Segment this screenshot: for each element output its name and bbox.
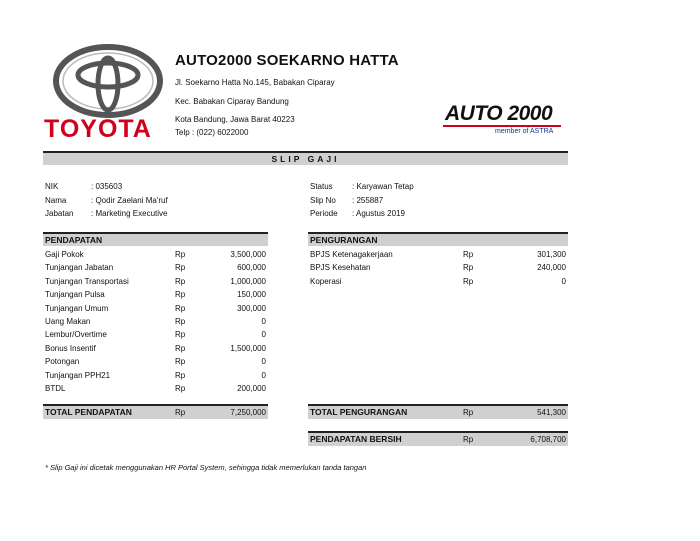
- auto2000-underline: [443, 125, 561, 127]
- deduction-total-band: [308, 406, 568, 419]
- deduction-amount: 240,000: [537, 263, 566, 273]
- income-amount: 300,000: [237, 303, 266, 313]
- income-label: Tunjangan Jabatan: [45, 263, 114, 273]
- slip-no-label: Slip No: [310, 196, 336, 205]
- income-amount: 0: [261, 370, 266, 380]
- income-amount: 3,500,000: [230, 250, 266, 259]
- deduction-label: BPJS Ketenagakerjaan: [310, 250, 393, 259]
- table-row: [310, 250, 568, 263]
- status-value: : Karyawan Tetap: [352, 182, 414, 191]
- nik-value: : 035603: [91, 182, 123, 191]
- income-rp: Rp: [175, 263, 186, 273]
- income-amount: 0: [261, 330, 266, 340]
- income-total-band: [43, 406, 268, 419]
- table-row: [310, 263, 568, 276]
- periode-label: Periode: [310, 209, 338, 218]
- table-row: [45, 371, 268, 384]
- table-row: [310, 277, 568, 290]
- income-label: Tunjangan Transportasi: [45, 276, 129, 286]
- income-header: [43, 234, 268, 246]
- table-row: [45, 357, 268, 370]
- deduction-label: BPJS Kesehatan: [310, 263, 371, 273]
- deduction-total-amount: 541,300: [537, 408, 566, 417]
- income-rp: Rp: [175, 316, 186, 326]
- company-name: AUTO2000 SOEKARNO HATTA: [175, 52, 399, 69]
- income-label: Tunjangan PPH21: [45, 370, 111, 380]
- net-band: [308, 433, 568, 446]
- income-rp: Rp: [175, 383, 186, 393]
- income-label: Tunjangan Umum: [45, 303, 109, 313]
- company-phone: Telp : (022) 6022000: [175, 128, 249, 137]
- income-label: Tunjangan Pulsa: [45, 290, 105, 300]
- income-label: Bonus Insentif: [45, 343, 96, 353]
- table-row: [45, 330, 268, 343]
- income-total-label: TOTAL PENDAPATAN: [45, 407, 132, 417]
- jabatan-label: Jabatan: [45, 209, 74, 218]
- income-rows: [45, 250, 268, 397]
- income-amount: 0: [261, 357, 266, 367]
- table-row: [45, 277, 268, 290]
- footnote: * Slip Gaji ini dicetak menggunakan HR Portal System, sehingga tidak memerlukan tanda tangan: [45, 463, 367, 472]
- net-rp: Rp: [463, 435, 474, 444]
- company-address-line-2: Kec. Babakan Ciparay Bandung: [175, 97, 289, 106]
- deduction-label: Koperasi: [310, 276, 342, 286]
- table-row: [45, 290, 268, 303]
- table-row: [45, 344, 268, 357]
- astra-tagline: member of ASTRA: [495, 128, 554, 135]
- deduction-rows: [310, 250, 568, 290]
- table-row: [45, 250, 268, 263]
- income-total-rp: Rp: [175, 408, 186, 417]
- income-label: Uang Makan: [45, 316, 91, 326]
- income-label: Lembur/Overtime: [45, 330, 107, 340]
- income-label: BTDL: [45, 383, 66, 393]
- company-address-line-1: Jl. Soekarno Hatta No.145, Babakan Ciparay: [175, 78, 335, 87]
- deduction-rp: Rp: [463, 263, 474, 273]
- deduction-amount: 0: [561, 276, 566, 286]
- toyota-emblem-icon: [53, 44, 163, 118]
- periode-value: : Agustus 2019: [352, 209, 405, 218]
- jabatan-value: : Marketing Executive: [91, 209, 168, 218]
- table-row: [45, 384, 268, 397]
- table-row: [45, 317, 268, 330]
- toyota-wordmark: TOYOTA: [44, 115, 152, 143]
- deduction-header-label: PENGURANGAN: [310, 235, 378, 245]
- income-amount: 600,000: [237, 263, 266, 273]
- income-total-amount: 7,250,000: [230, 408, 266, 417]
- toyota-logo: [44, 44, 176, 143]
- auto2000-wordmark: AUTO 2000: [445, 102, 553, 125]
- net-label: PENDAPATAN BERSIH: [310, 434, 402, 444]
- income-amount: 150,000: [237, 290, 266, 300]
- nama-value: : Qodir Zaelani Ma'ruf: [91, 196, 168, 205]
- net-amount: 6,708,700: [530, 435, 566, 444]
- income-rp: Rp: [175, 250, 186, 259]
- status-label: Status: [310, 182, 333, 191]
- table-row: [45, 263, 268, 276]
- deduction-total-label: TOTAL PENGURANGAN: [310, 407, 408, 417]
- auto2000-logo: [443, 102, 568, 138]
- deduction-rp: Rp: [463, 276, 474, 286]
- income-amount: 1,500,000: [230, 343, 266, 353]
- income-rp: Rp: [175, 343, 186, 353]
- income-amount: 200,000: [237, 383, 266, 393]
- table-row: [45, 304, 268, 317]
- slip-no-value: : 255887: [352, 196, 384, 205]
- deduction-total-rp: Rp: [463, 408, 474, 417]
- deduction-rp: Rp: [463, 250, 474, 259]
- company-address-line-3: Kota Bandung, Jawa Barat 40223: [175, 115, 295, 124]
- income-rp: Rp: [175, 330, 186, 340]
- income-amount: 1,000,000: [230, 276, 266, 286]
- income-rp: Rp: [175, 290, 186, 300]
- nama-label: Nama: [45, 196, 67, 205]
- nik-label: NIK: [45, 182, 59, 191]
- income-label: Potongan: [45, 357, 80, 367]
- income-rp: Rp: [175, 357, 186, 367]
- income-header-label: PENDAPATAN: [45, 235, 103, 245]
- deduction-amount: 301,300: [537, 250, 566, 259]
- income-rp: Rp: [175, 370, 186, 380]
- deduction-header: [308, 234, 568, 246]
- income-amount: 0: [261, 316, 266, 326]
- slip-title: SLIP GAJI: [271, 154, 340, 164]
- income-rp: Rp: [175, 276, 186, 286]
- income-rp: Rp: [175, 303, 186, 313]
- slip-title-band: [43, 153, 568, 165]
- income-label: Gaji Pokok: [45, 250, 84, 259]
